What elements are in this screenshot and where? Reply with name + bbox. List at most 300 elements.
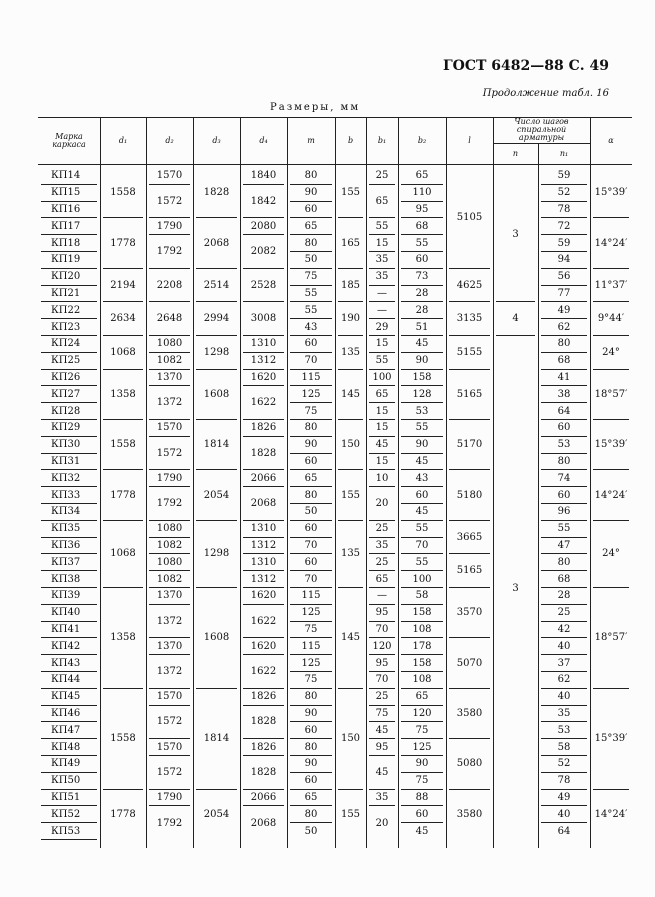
cell-d2: 1080 [149,521,190,538]
cell-b1: 70 [369,622,395,639]
cell-d4: 1312 [243,353,284,370]
cell-b1: 100 [369,370,395,387]
cell-m: 70 [290,571,332,588]
cell-b1: 15 [369,420,395,437]
cell-b1: 15 [369,235,395,252]
cell-l: 5155 [449,336,490,370]
column-divider [590,117,591,848]
cell-mark: КП20 [41,269,97,286]
cell-n1: 49 [541,302,587,319]
cell-alpha: 15°39′ [593,420,629,470]
cell-m: 90 [290,706,332,723]
cell-l: 5165 [449,370,490,420]
cell-m: 70 [290,353,332,370]
cell-b2: 158 [401,370,443,387]
cell-b1: 15 [369,454,395,471]
cell-n1: 59 [541,235,587,252]
cell-b: 150 [338,420,363,470]
cell-b2: 65 [401,168,443,185]
cell-d2: 1570 [149,168,190,185]
cell-d4: 1826 [243,420,284,437]
column-divider [335,117,336,848]
cell-b1: 29 [369,319,395,336]
cell-n1: 80 [541,554,587,571]
cell-d2: 1082 [149,571,190,588]
cell-d4: 2066 [243,790,284,807]
cell-d4: 1620 [243,370,284,387]
cell-m: 80 [290,420,332,437]
cell-d1: 1778 [103,218,143,268]
dimensions-caption: Размеры, мм [270,102,361,113]
cell-b1: 65 [369,185,395,219]
cell-b: 155 [338,470,363,520]
cell-b1: 55 [369,218,395,235]
cell-mark: КП34 [41,504,97,521]
cell-d4: 3008 [243,302,284,336]
cell-d1: 1778 [110,809,136,821]
cell-m: 65 [290,218,332,235]
cell-mark: КП53 [41,823,97,840]
cell-m: 80 [290,689,332,706]
cell-m: 50 [290,252,332,269]
cell-d4: 2066 [243,470,284,487]
cell-m: 75 [290,269,332,286]
cell-mark: КП43 [41,655,97,672]
cell-b1: 35 [369,269,395,286]
cell-b2: 110 [401,185,443,202]
cell-d4: 1826 [243,739,284,756]
cell-mark: КП45 [41,689,97,706]
cell-n1: 55 [541,521,587,538]
cell-m: 75 [290,622,332,639]
column-divider [193,117,194,848]
cell-d2: 1792 [149,235,190,269]
cell-b2: 95 [401,202,443,219]
cell-n1: 62 [541,319,587,336]
cell-b2: 108 [401,672,443,689]
cell-d4: 2068 [243,487,284,521]
cell-b1: 10 [369,470,395,487]
cell-d3: 2054 [196,470,237,520]
cell-mark: КП32 [41,470,97,487]
cell-d4: 1622 [243,605,284,639]
cell-d4: 1842 [243,185,284,219]
header-d4: d₄ [259,135,268,145]
cell-mark: КП42 [41,638,97,655]
column-divider [146,117,147,848]
cell-mark: КП23 [41,319,97,336]
cell-d3: 2514 [196,269,237,303]
cell-m: 125 [290,386,332,403]
cell-mark: КП26 [41,370,97,387]
column-divider [366,117,367,848]
cell-m: 60 [290,336,332,353]
cell-b: 135 [338,336,363,370]
cell-m: 55 [290,302,332,319]
cell-n1: 80 [541,454,587,471]
cell-m: 55 [290,286,332,303]
cell-b: 185 [338,269,363,303]
cell-n1: 96 [541,504,587,521]
cell-b2: 90 [401,437,443,454]
cell-d2: 1372 [149,605,190,639]
cell-d3: 1608 [196,588,237,689]
cell-n1: 62 [541,672,587,689]
cell-b2: 55 [401,235,443,252]
cell-b2: 45 [401,504,443,521]
cell-m: 90 [290,185,332,202]
column-divider [287,117,288,848]
cell-n1: 64 [541,403,587,420]
cell-m: 50 [304,826,318,838]
cell-n: 4 [496,302,535,336]
cell-mark: КП21 [41,286,97,303]
cell-n1: 72 [541,218,587,235]
cell-d4: 1310 [243,554,284,571]
cell-mark: КП44 [41,672,97,689]
cell-m: 60 [290,554,332,571]
cell-b2: 55 [401,420,443,437]
header-d3: d₃ [212,135,221,145]
cell-l: 4625 [449,269,490,303]
cell-b2: 158 [401,605,443,622]
cell-b1: 15 [369,336,395,353]
cell-d4: 1312 [243,538,284,555]
cell-l: 3665 [449,521,490,555]
cell-b1: 45 [369,437,395,454]
cell-n1: 52 [541,185,587,202]
cell-b2: 73 [401,269,443,286]
cell-mark: КП31 [41,454,97,471]
cell-m: 80 [290,806,332,823]
cell-b1: 45 [369,722,395,739]
cell-m: 80 [290,487,332,504]
cell-d3: 1814 [196,689,237,790]
cell-mark: КП19 [41,252,97,269]
cell-d1: 1068 [103,521,143,588]
cell-mark: КП18 [41,235,97,252]
cell-d2: 1570 [149,420,190,437]
header-mark: Марка каркаса [52,131,86,149]
cell-b2: 88 [401,790,443,807]
cell-mark: КП48 [41,739,97,756]
cell-b2: 75 [401,722,443,739]
cell-d4: 1310 [243,336,284,353]
cell-mark: КП22 [41,302,97,319]
cell-d2: 1370 [149,588,190,605]
header-b1: b₁ [377,135,387,145]
table-continuation-note: Продолжение табл. 16 [482,88,609,99]
cell-d2: 1080 [149,336,190,353]
cell-m: 75 [290,403,332,420]
cell-b1: 65 [369,386,395,403]
cell-b1: 25 [369,689,395,706]
cell-n1: 42 [541,622,587,639]
cell-n1: 41 [541,370,587,387]
cell-m: 115 [290,588,332,605]
cell-d4: 1622 [243,386,284,420]
cell-b1: 95 [369,739,395,756]
cell-d2: 1372 [149,655,190,689]
cell-n1: 68 [541,571,587,588]
cell-n1: 60 [541,487,587,504]
cell-mark: КП24 [41,336,97,353]
cell-b2: 108 [401,622,443,639]
cell-d4: 1312 [243,571,284,588]
cell-l: 5080 [449,739,490,789]
cell-d4: 2080 [243,218,284,235]
cell-n1: 35 [541,706,587,723]
cell-mark: КП40 [41,605,97,622]
cell-m: 80 [290,168,332,185]
cell-n1: 40 [541,806,587,823]
cell-b1: 35 [369,252,395,269]
column-divider [538,143,539,848]
cell-n1: 60 [541,420,587,437]
cell-b: 190 [338,302,363,336]
cell-l: 5170 [449,420,490,470]
header-alpha: α [608,135,614,145]
cell-b2: 65 [401,689,443,706]
cell-m: 125 [290,655,332,672]
cell-n1: 53 [541,722,587,739]
cell-b2: 45 [401,336,443,353]
cell-mark: КП52 [41,806,97,823]
cell-n1: 78 [541,202,587,219]
cell-b1: 70 [369,672,395,689]
cell-mark: КП33 [41,487,97,504]
cell-b2: 53 [401,403,443,420]
cell-m: 60 [290,773,332,790]
cell-m: 60 [290,454,332,471]
cell-d2: 1372 [149,386,190,420]
cell-b: 155 [338,168,363,218]
cell-d1: 1068 [103,336,143,370]
cell-m: 90 [290,756,332,773]
cell-m: 43 [290,319,332,336]
cell-m: 90 [290,437,332,454]
column-divider [240,117,241,848]
cell-l: 3570 [449,588,490,638]
column-divider [493,117,494,848]
cell-l: 5105 [449,168,490,269]
cell-n: 3 [496,168,535,302]
cell-b: 145 [338,370,363,420]
cell-l: 3580 [449,689,490,739]
header-l: l [468,135,471,145]
cell-mark: КП17 [41,218,97,235]
cell-b: 145 [338,588,363,689]
cell-l: 5180 [449,470,490,520]
cell-d4: 1840 [243,168,284,185]
cell-b2: 58 [401,588,443,605]
cell-mark: КП39 [41,588,97,605]
cell-d2: 1570 [149,739,190,756]
cell-d4: 2082 [243,235,284,269]
cell-n1: 53 [541,437,587,454]
cell-b1: 95 [369,605,395,622]
cell-b1: 15 [369,403,395,420]
cell-n1: 28 [541,588,587,605]
cell-n1: 52 [541,756,587,773]
cell-d2: 1370 [149,370,190,387]
cell-mark: КП49 [41,756,97,773]
cell-m: 50 [290,504,332,521]
cell-d2: 1572 [149,706,190,740]
cell-n1: 78 [541,773,587,790]
cell-n1: 74 [541,470,587,487]
cell-b2: 28 [401,286,443,303]
cell-d1: 1558 [103,689,143,790]
cell-n1: 94 [541,252,587,269]
cell-b: 165 [338,218,363,268]
cell-b1: 65 [369,571,395,588]
cell-b2: 55 [401,521,443,538]
cell-b2: 120 [401,706,443,723]
cell-d2: 1572 [149,437,190,471]
cell-b: 155 [340,809,361,821]
cell-l: 3580 [456,809,483,821]
cell-m: 65 [290,470,332,487]
cell-n1: 38 [541,386,587,403]
cell-d4: 1310 [243,521,284,538]
cell-m: 80 [290,739,332,756]
header-b2: b₂ [417,135,427,145]
cell-d2: 1790 [149,790,190,807]
cell-b2: 90 [401,353,443,370]
cell-n1: 47 [541,538,587,555]
cell-b1: 25 [369,521,395,538]
cell-b2: 28 [401,302,443,319]
cell-d3: 2068 [196,218,237,268]
cell-d2: 1792 [156,817,183,829]
cell-d4: 1828 [243,706,284,740]
cell-d4: 1620 [243,588,284,605]
cell-m: 115 [290,370,332,387]
cell-b2: 45 [401,454,443,471]
cell-n1: 56 [541,269,587,286]
cell-d3: 1828 [196,168,237,218]
cell-mark: КП14 [41,168,97,185]
cell-d4: 1826 [243,689,284,706]
cell-n1: 68 [541,353,587,370]
cell-d1: 1778 [103,470,143,520]
cell-m: 115 [290,638,332,655]
cell-b2: 125 [401,739,443,756]
header-n1: n₁ [559,148,569,158]
cell-m: 70 [290,538,332,555]
cell-d2: 1790 [149,218,190,235]
cell-alpha: 15°39′ [593,168,629,218]
cell-b2: 90 [401,756,443,773]
cell-alpha: 18°57′ [593,370,629,420]
header-d2: d₂ [165,135,174,145]
cell-b2: 51 [401,319,443,336]
cell-mark: КП27 [41,386,97,403]
cell-d3: 1608 [196,370,237,420]
cell-n1: 25 [541,605,587,622]
cell-b: 150 [338,689,363,790]
cell-b1: 120 [369,638,395,655]
cell-b2: 100 [401,571,443,588]
column-divider [446,117,447,848]
cell-alpha: 24° [593,336,629,370]
cell-mark: КП16 [41,202,97,219]
cell-mark: КП51 [41,790,97,807]
header-d1: d₁ [118,135,128,145]
cell-d1: 1358 [103,588,143,689]
cell-n: 3 [512,582,519,594]
cell-d2: 1082 [149,538,190,555]
cell-m: 60 [290,722,332,739]
cell-d1: 2194 [103,269,143,303]
cell-mark: КП50 [41,773,97,790]
cell-l: 3135 [449,302,490,336]
cell-d4: 1620 [243,638,284,655]
cell-d2: 1570 [149,689,190,706]
cell-b1: 25 [369,554,395,571]
cell-alpha: 18°57′ [593,588,629,689]
cell-alpha: 11°37′ [593,269,629,303]
cell-d4: 1622 [243,655,284,689]
cell-mark: КП15 [41,185,97,202]
cell-b1: 75 [369,706,395,723]
column-divider [100,117,101,848]
cell-mark: КП25 [41,353,97,370]
cell-d2: 1370 [149,638,190,655]
cell-b2: 55 [401,554,443,571]
cell-d2: 1790 [149,470,190,487]
cell-l: 5070 [449,638,490,688]
cell-d4: 1828 [243,437,284,471]
cell-n1: 77 [541,286,587,303]
cell-alpha: 15°39′ [593,689,629,790]
cell-b2: 43 [401,470,443,487]
cell-d3: 1298 [196,336,237,370]
cell-b1: 35 [369,538,395,555]
cell-alpha: 9°44′ [593,302,629,336]
cell-mark: КП36 [41,538,97,555]
cell-d4: 1828 [243,756,284,790]
cell-b1: 45 [369,756,395,790]
cell-d1: 2634 [103,302,143,336]
cell-b: 135 [338,521,363,588]
cell-mark: КП28 [41,403,97,420]
cell-m: 60 [290,521,332,538]
cell-b1: 20 [375,817,389,829]
cell-mark: КП35 [41,521,97,538]
header-m: m [307,135,315,145]
cell-d1: 1558 [103,420,143,470]
cell-n1: 64 [557,826,571,838]
cell-d2: 1080 [149,554,190,571]
cell-b2: 178 [401,638,443,655]
standard-page-number: ГОСТ 6482—88 С. 49 [443,58,609,74]
cell-d3: 1298 [196,521,237,588]
cell-d2: 2648 [149,302,190,336]
cell-mark: КП38 [41,571,97,588]
cell-d1: 1358 [103,370,143,420]
cell-n1: 59 [541,168,587,185]
cell-mark: КП29 [41,420,97,437]
cell-d1: 1558 [103,168,143,218]
cell-b2: 60 [401,252,443,269]
cell-mark: КП30 [41,437,97,454]
cell-d2: 1082 [149,353,190,370]
cell-b2: 68 [401,218,443,235]
cell-b2: 158 [401,655,443,672]
cell-b2: 60 [401,487,443,504]
